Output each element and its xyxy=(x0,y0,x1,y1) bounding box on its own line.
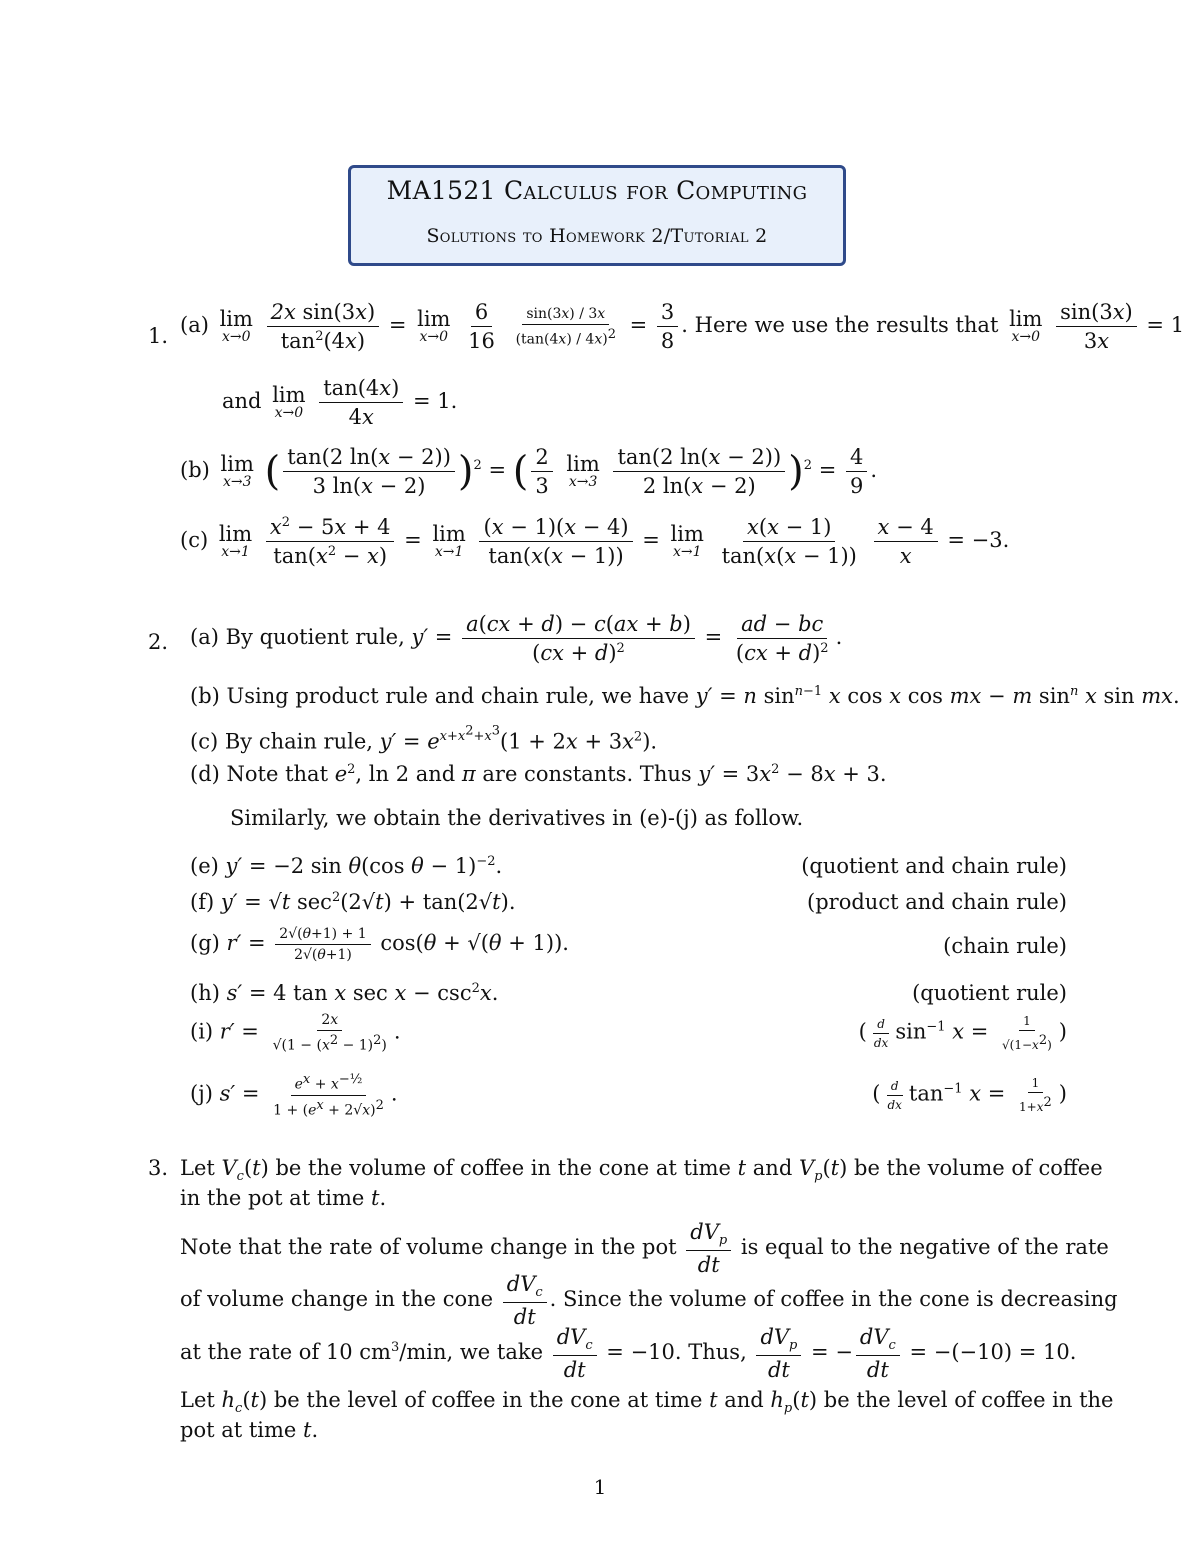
q3-text: Let xyxy=(180,1388,215,1412)
q3-line-7: pot at time t. xyxy=(180,1418,319,1442)
q2-c-line: (c) By chain rule, $y' = e^{x+x^2+x^3}(1 + 2x + 3x^2)$. xyxy=(190,724,658,754)
q3-text: of volume change in the cone xyxy=(180,1287,494,1312)
q2-d-line: (d) Note that $e^2$, ln 2 and π are constants. Thus $y' = 3x^2 - 8x + 3$. xyxy=(190,762,887,786)
q3-line-4: of volume change in the cone $\frac{dV_c}{dt}$ . Since the volume of coffee in the cone is decreasing xyxy=(180,1272,1118,1330)
q2-h-line: (h) s′ = 4 tan x $\sec x - \csc^2x$. xyxy=(190,981,499,1005)
q3-text: and xyxy=(752,1156,793,1180)
q2-a-text: By quotient rule, xyxy=(225,625,405,649)
q3-text: Note that the rate of volume change in the pot xyxy=(180,1235,677,1260)
q3-text: and xyxy=(724,1388,764,1412)
q1-a-and: and xyxy=(222,389,262,413)
q2-j-label: (j) xyxy=(190,1081,213,1106)
q2-a-label: (a) xyxy=(190,625,219,649)
q3-line-1: Let $V_c(t)$ be the volume of coffee in the cone at time t and $V_p(t)$ be the volume of coffee xyxy=(180,1156,1103,1185)
q2-similarly: Similarly, we obtain the derivatives in (e)-(j) as follow. xyxy=(230,806,804,830)
q2-f-label: (f) xyxy=(190,890,215,914)
q3-text: /min, we take xyxy=(399,1340,544,1365)
q2-b-label: (b) xyxy=(190,684,220,708)
q3-text: Let xyxy=(180,1156,215,1180)
q2-i-label: (i) xyxy=(190,1019,214,1044)
q3-text: pot at time xyxy=(180,1418,297,1442)
q3-line-3: Note that the rate of volume change in the pot $\frac{dV_p}{dt}$ is equal to the negative of the rate xyxy=(180,1220,1109,1278)
q1-b-label: (b) xyxy=(180,458,210,482)
q2-b-text: Using product rule and chain rule, we have xyxy=(226,684,690,708)
q2-i-line: (i) r′ = $\frac{2x}{√(1 - (x^2 - 1)^2)}$ . xyxy=(190,1012,401,1054)
q1-c-label: (c) xyxy=(180,528,209,552)
q3-text: be the level of coffee in the cone at time xyxy=(273,1388,703,1412)
question-2-number: 2. xyxy=(148,630,169,654)
q2-c-text: By chain rule, xyxy=(224,729,373,754)
q3-line-5: at the rate of 10 $cm^3/\min$, we take $\frac{dV_c}{dt}$ = −10. Thus, $\frac{dV_p}{dt}$ = − $\frac{dV_c}{dt}$ = −(−10) = 10. xyxy=(180,1325,1077,1383)
title-box xyxy=(348,165,846,266)
q3-text: be the level of coffee in the xyxy=(823,1388,1114,1412)
q1-a-label: (a) xyxy=(180,313,209,337)
q2-c-label: (c) xyxy=(190,729,219,754)
q3-text: . Since the volume of coffee in the cone is decreasing xyxy=(549,1287,1118,1312)
q2-a-line: (a) By quotient rule, y′ = $\frac{a(cx + d) - c(ax + b)}{(cx + d)^2}$ = $\frac{ad - bc}{(cx + d)^2}$ . xyxy=(190,612,843,665)
q2-g-rule: (chain rule) xyxy=(943,934,1067,958)
q1-a-line: (a) lim x→0 $\frac{\text{2x sin(3x)}}{\tan^2(4x)}$ = lim x→0 $\frac{6}{16}$ $\frac{\sin(3x) / 3x}{(\tan(4x) / 4x)^2}$ = $\frac{3}{8}$ . Here we use the results that lim x→0 $\frac{\sin(3x)}{3x}$ = 1 xyxy=(180,300,1185,353)
q2-e-line: (e) y′ = −2 sin θ(cos θ − 1)$^{-2}$. xyxy=(190,854,503,878)
q2-j-line: (j) s′ = $\frac{e^x + x^{-\frac{1}{2}}}{1 + (e^x + 2√x)^2}$ . xyxy=(190,1072,398,1119)
q2-g-line: (g) r′ = $\frac{2√(\theta+1) + 1}{2√(\theta+1)}$ cos(θ + √(θ + 1)). xyxy=(190,926,569,963)
q2-g-label: (g) xyxy=(190,931,220,955)
question-1-number: 1. xyxy=(148,324,169,348)
q2-d-text-1: Note that xyxy=(226,762,329,786)
q2-d-text-2: are constants. Thus xyxy=(482,762,692,786)
q1-a-note: Here we use the results that xyxy=(694,313,999,337)
q3-text: in the pot at time xyxy=(180,1186,365,1210)
q2-f-rule: (product and chain rule) xyxy=(807,890,1067,914)
q3-text: = −10. Thus, xyxy=(606,1340,747,1365)
q3-text: at the rate of 10 cm xyxy=(180,1340,391,1365)
q3-line-2: in the pot at time t. xyxy=(180,1186,387,1210)
q1-b-line: (b) lim x→3 ( $\frac{\tan(2 \ln(x - 2))}{3 \ln(x - 2)}$ )$^2$ = ( $\frac{2}{3}$ lim x→3 $\frac{\tan(2 \ln(x - 2))}{2 \ln(x - 2)}$ )$^2$ = $\frac{4}{9}$ . xyxy=(180,445,878,498)
q3-text: be the volume of coffee xyxy=(854,1156,1103,1180)
q2-h-rule: (quotient rule) xyxy=(912,981,1067,1005)
q2-j-rule: ( $\frac{d}{dx}$ $\tan^{-1} x$ = $\frac{1}{1+x^2}$ ) xyxy=(872,1076,1067,1114)
q1-c-line: (c) lim x→1 $\frac{x^2 - 5x + 4}{\tan(x^2 - x)}$ = lim x→1 $\frac{(x - 1)(x - 4)}{\tan(x(x - 1))}$ = lim x→1 $\frac{x(x - 1)}{\tan(x(x - 1))}$ $\frac{x - 4}{x}$ = −3. xyxy=(180,515,1010,568)
question-3-number: 3. xyxy=(148,1156,169,1180)
course-title: MA1521 Calculus for Computing xyxy=(386,176,808,205)
q1-a-line-2: and lim x→0 $\frac{\tan(4x)}{4x}$ = 1. xyxy=(222,376,458,429)
q2-f-line: (f) y′ = √t $\sec^2(2√t) + \tan(2√t)$. xyxy=(190,890,516,914)
q2-b-line: (b) Using product rule and chain rule, we have y′ = n $\sin^{n-1} x$ cos x cos mx − m $\sin^n x$ sin mx. xyxy=(190,684,1180,708)
page-number: 1 xyxy=(593,1475,607,1499)
q3-text: be the volume of coffee in the cone at time xyxy=(275,1156,731,1180)
q3-line-6: Let $h_c(t)$ be the level of coffee in the cone at time t and $h_p(t)$ be the level of coffee in the xyxy=(180,1388,1114,1417)
q2-i-rule: ( $\frac{d}{dx}$ $\sin^{-1} x$ = $\frac{1}{√(1-x^2)}$ ) xyxy=(858,1014,1067,1052)
q3-text: is equal to the negative of the rate xyxy=(740,1235,1109,1260)
q2-d-label: (d) xyxy=(190,762,220,786)
q3-text: = −(−10) = 10. xyxy=(909,1340,1077,1365)
q2-e-rule: (quotient and chain rule) xyxy=(801,854,1067,878)
document-subtitle: Solutions to Homework 2/Tutorial 2 xyxy=(426,225,768,247)
q2-h-label: (h) xyxy=(190,981,220,1005)
q2-e-label: (e) xyxy=(190,854,219,878)
